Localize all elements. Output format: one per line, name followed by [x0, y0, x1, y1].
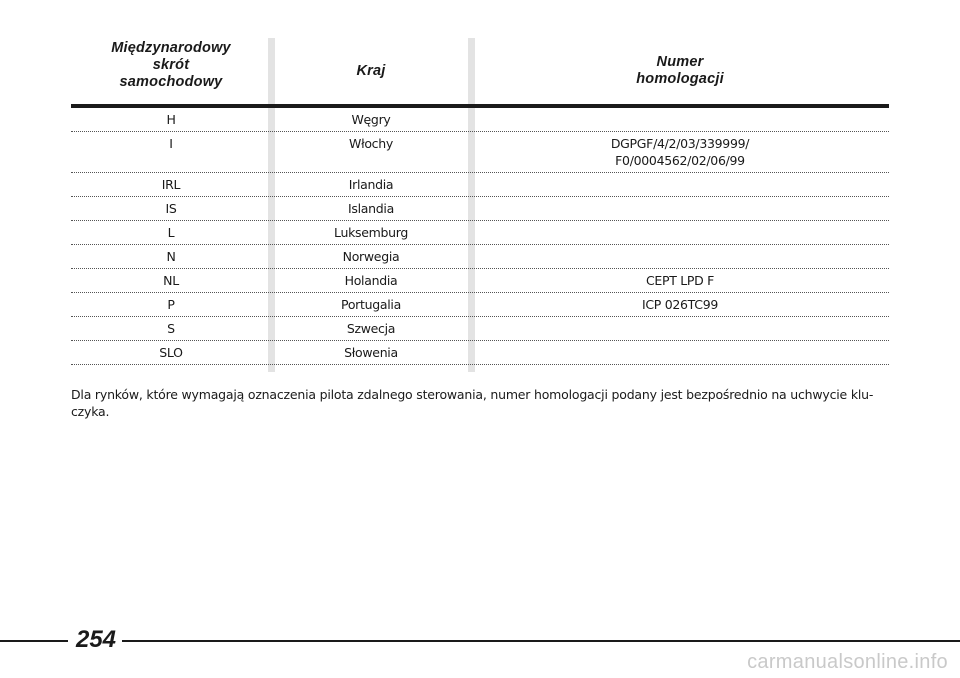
cell-code: IRL	[161, 177, 181, 192]
cell-country: Szwecja	[346, 321, 396, 336]
table-row	[71, 173, 889, 197]
cell-country: Włochy	[349, 136, 393, 151]
table-row	[71, 317, 889, 341]
cell-country: Portugalia	[341, 297, 401, 312]
cell-code: I	[169, 136, 173, 151]
table-row	[71, 197, 889, 221]
cell-number	[471, 245, 889, 268]
cell-code: H	[166, 112, 176, 127]
cell-country: Węgry	[351, 112, 391, 127]
cell-code: S	[167, 321, 175, 336]
cell-country: Luksemburg	[334, 225, 408, 240]
cell-code: L	[167, 225, 175, 240]
cell-code: SLO	[159, 345, 183, 360]
header-code: Międzynarodowy skrót samochodowy	[111, 40, 231, 90]
header-country: Kraj	[356, 62, 386, 79]
cell-country: Holandia	[344, 273, 398, 288]
table-row	[71, 293, 889, 317]
cell-code: N	[166, 249, 176, 264]
table-row	[71, 221, 889, 245]
cell-number	[471, 317, 889, 340]
cell-number	[471, 197, 889, 220]
cell-number: DGPGF/4/2/03/339999/ F0/0004562/02/06/99	[610, 136, 750, 168]
header-number: Numer homologacji	[636, 54, 724, 87]
cell-number: CEPT LPD F	[645, 273, 715, 288]
cell-country: Islandia	[348, 201, 394, 216]
cell-number	[471, 173, 889, 196]
table-row	[71, 341, 889, 365]
cell-country: Słowenia	[344, 345, 398, 360]
table-row	[71, 108, 889, 132]
watermark: carmanualsonline.info	[747, 651, 948, 673]
table-body	[71, 108, 889, 365]
cell-code: NL	[163, 273, 179, 288]
table-row	[71, 269, 889, 293]
cell-number	[471, 108, 889, 131]
homologation-table	[71, 38, 889, 360]
cell-code: P	[167, 297, 175, 312]
remote-key-note: Dla rynków, które wymagają oznaczenia pilota zdalnego sterowania, numer homologacji podany jest bezpośrednio na uchwycie klu- czyka.	[71, 387, 874, 419]
page-number: 254	[75, 626, 117, 653]
table-row	[71, 245, 889, 269]
cell-country: Irlandia	[348, 177, 394, 192]
cell-number: ICP 026TC99	[641, 297, 719, 312]
cell-country: Norwegia	[342, 249, 400, 264]
footer-rule-left	[0, 640, 68, 642]
cell-code: IS	[165, 201, 177, 216]
cell-number	[471, 341, 889, 364]
table-row	[71, 132, 889, 173]
cell-number	[471, 221, 889, 244]
footer-rule-right	[122, 640, 960, 642]
table-header	[71, 38, 889, 104]
